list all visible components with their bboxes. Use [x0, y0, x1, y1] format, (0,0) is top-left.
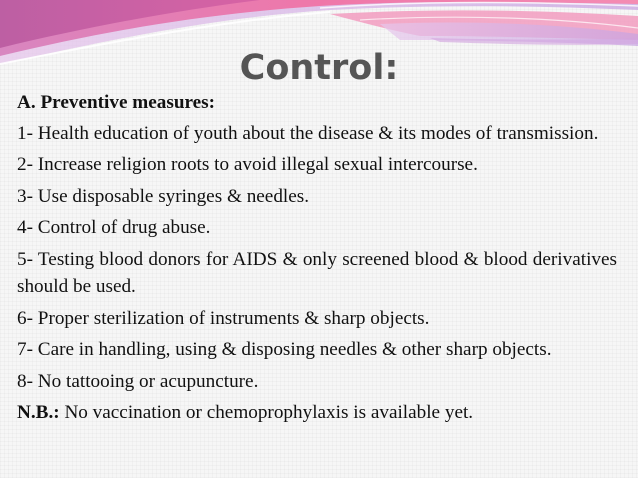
list-item: 3- Use disposable syringes & needles.	[17, 185, 310, 207]
list-item: 5- Testing blood donors for AIDS & only screened blood & blood derivatives should be used.	[17, 248, 617, 297]
list-item: 1- Health education of youth about the disease & its modes of transmission.	[17, 122, 599, 144]
slide-title: Control:	[239, 48, 399, 88]
list-item: 4- Control of drug abuse.	[17, 217, 211, 238]
list-item: 6- Proper sterilization of instruments & sharp objects.	[17, 307, 430, 329]
slide-content	[17, 89, 617, 431]
note-label: N.B.:	[17, 402, 60, 423]
note-line	[17, 399, 617, 427]
list-item: 8- No tattooing or acupuncture.	[17, 370, 259, 392]
list-item: 7- Care in handling, using & disposing needles & other sharp objects.	[17, 339, 552, 360]
note-text: No vaccination or chemoprophylaxis is available yet.	[59, 402, 474, 423]
list-item: 2- Increase religion roots to avoid illegal sexual intercourse.	[17, 154, 478, 175]
section-subheading: A. Preventive measures:	[17, 92, 216, 113]
